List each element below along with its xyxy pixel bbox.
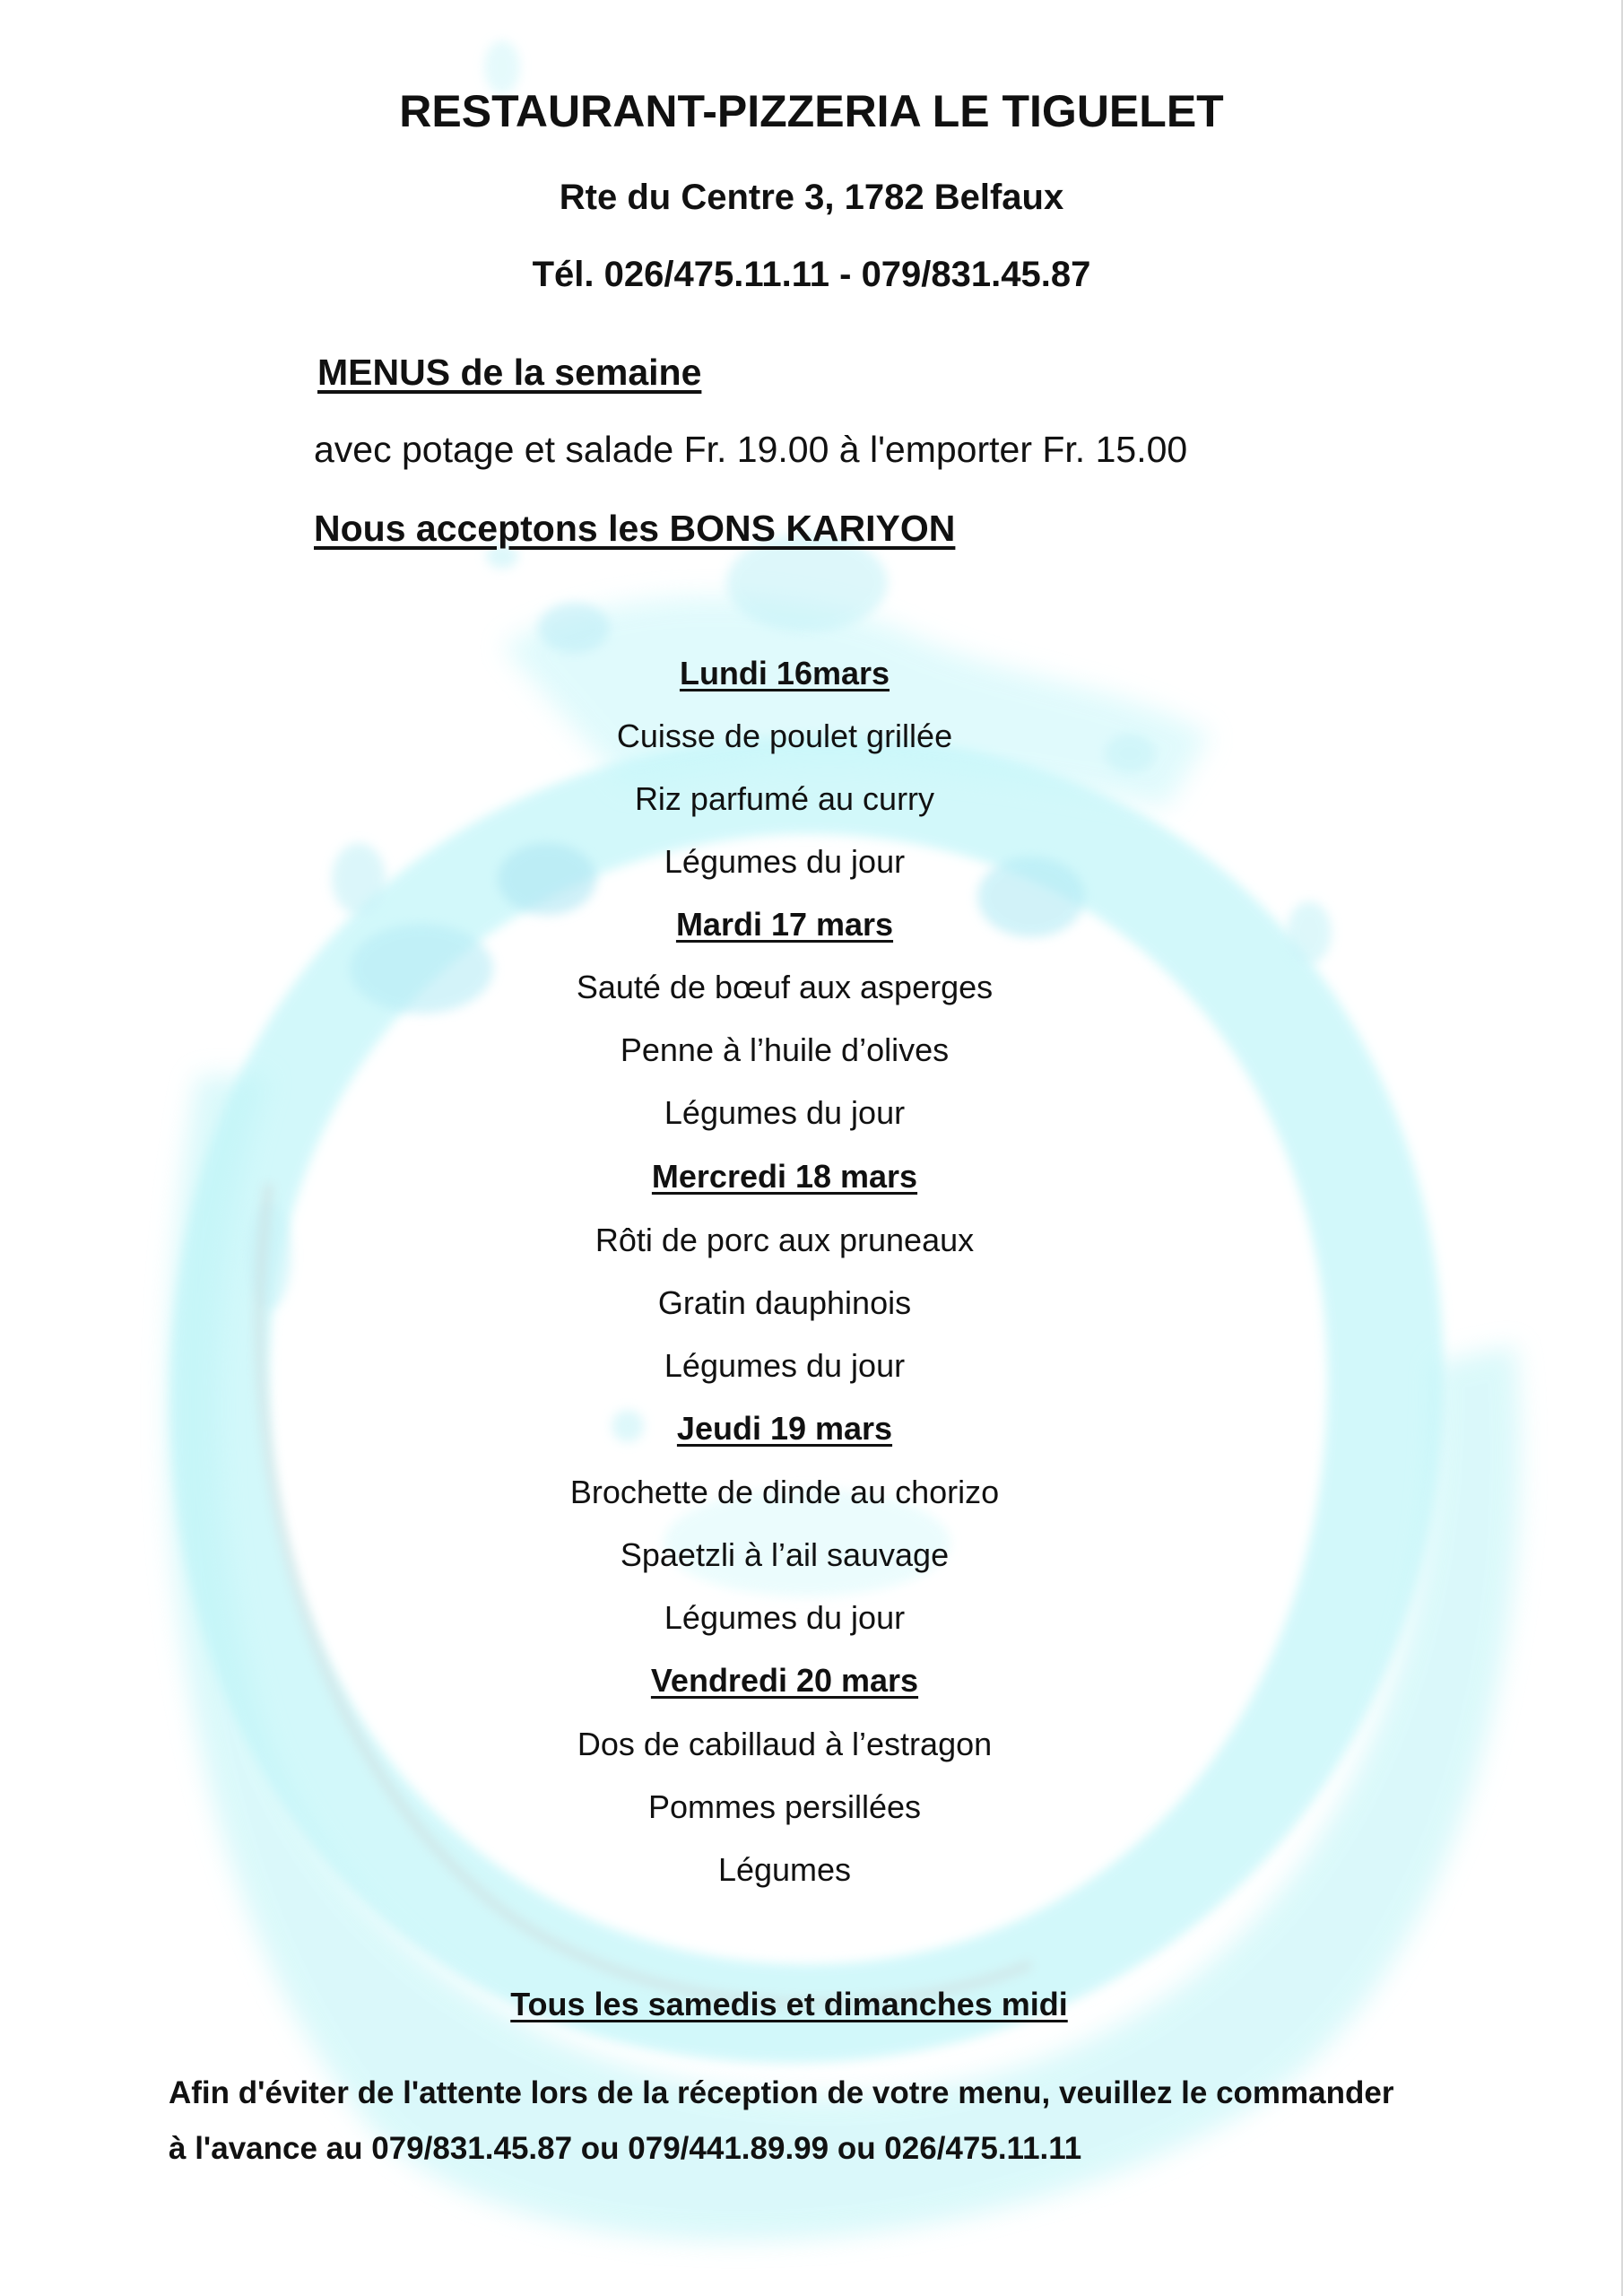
day-heading-tuesday: Mardi 17 mars bbox=[675, 906, 894, 943]
weekly-menus-heading: MENUS de la semaine bbox=[317, 352, 702, 393]
day-heading-wednesday: Mercredi 18 mars bbox=[651, 1158, 918, 1195]
restaurant-name: RESTAURANT-PIZZERIA LE TIGUELET bbox=[399, 86, 1224, 136]
dish-item: Sauté de bœuf aux asperges bbox=[576, 969, 994, 1005]
dish-item: Rôti de porc aux pruneaux bbox=[595, 1222, 975, 1258]
day-heading-friday: Vendredi 20 mars bbox=[650, 1662, 919, 1699]
day-heading-monday: Lundi 16mars bbox=[679, 655, 890, 691]
dish-item: Légumes du jour bbox=[664, 1347, 906, 1384]
dish-item: Spaetzli à l’ail sauvage bbox=[620, 1536, 950, 1573]
dish-item: Penne à l’huile d’olives bbox=[620, 1031, 950, 1068]
dish-item: Légumes du jour bbox=[664, 1599, 906, 1636]
day-heading-thursday: Jeudi 19 mars bbox=[676, 1410, 893, 1447]
dish-item: Légumes du jour bbox=[664, 1094, 906, 1131]
dish-item: Cuisse de poulet grillée bbox=[616, 718, 953, 754]
dish-item: Riz parfumé au curry bbox=[634, 780, 935, 817]
dish-item: Légumes bbox=[717, 1851, 852, 1888]
dish-item: Légumes du jour bbox=[664, 843, 906, 880]
restaurant-phone: Tél. 026/475.11.11 - 079/831.45.87 bbox=[532, 255, 1091, 294]
dish-item: Pommes persillées bbox=[647, 1788, 922, 1825]
weekend-note: Tous les samedis et dimanches midi bbox=[510, 1986, 1068, 2022]
restaurant-address: Rte du Centre 3, 1782 Belfaux bbox=[559, 178, 1064, 217]
dish-item: Gratin dauphinois bbox=[657, 1284, 912, 1321]
dish-item: Brochette de dinde au chorizo bbox=[569, 1474, 1000, 1510]
order-note-line-1: Afin d'éviter de l'attente lors de la réception de votre menu, veuillez le commander bbox=[169, 2075, 1394, 2110]
price-line: avec potage et salade Fr. 19.00 à l'emporter Fr. 15.00 bbox=[314, 429, 1188, 470]
dish-item: Dos de cabillaud à l’estragon bbox=[577, 1726, 993, 1762]
order-note-line-2: à l'avance au 079/831.45.87 ou 079/441.89.99 ou 026/475.11.11 bbox=[169, 2131, 1082, 2166]
vouchers-note: Nous acceptons les BONS KARIYON bbox=[314, 508, 956, 549]
